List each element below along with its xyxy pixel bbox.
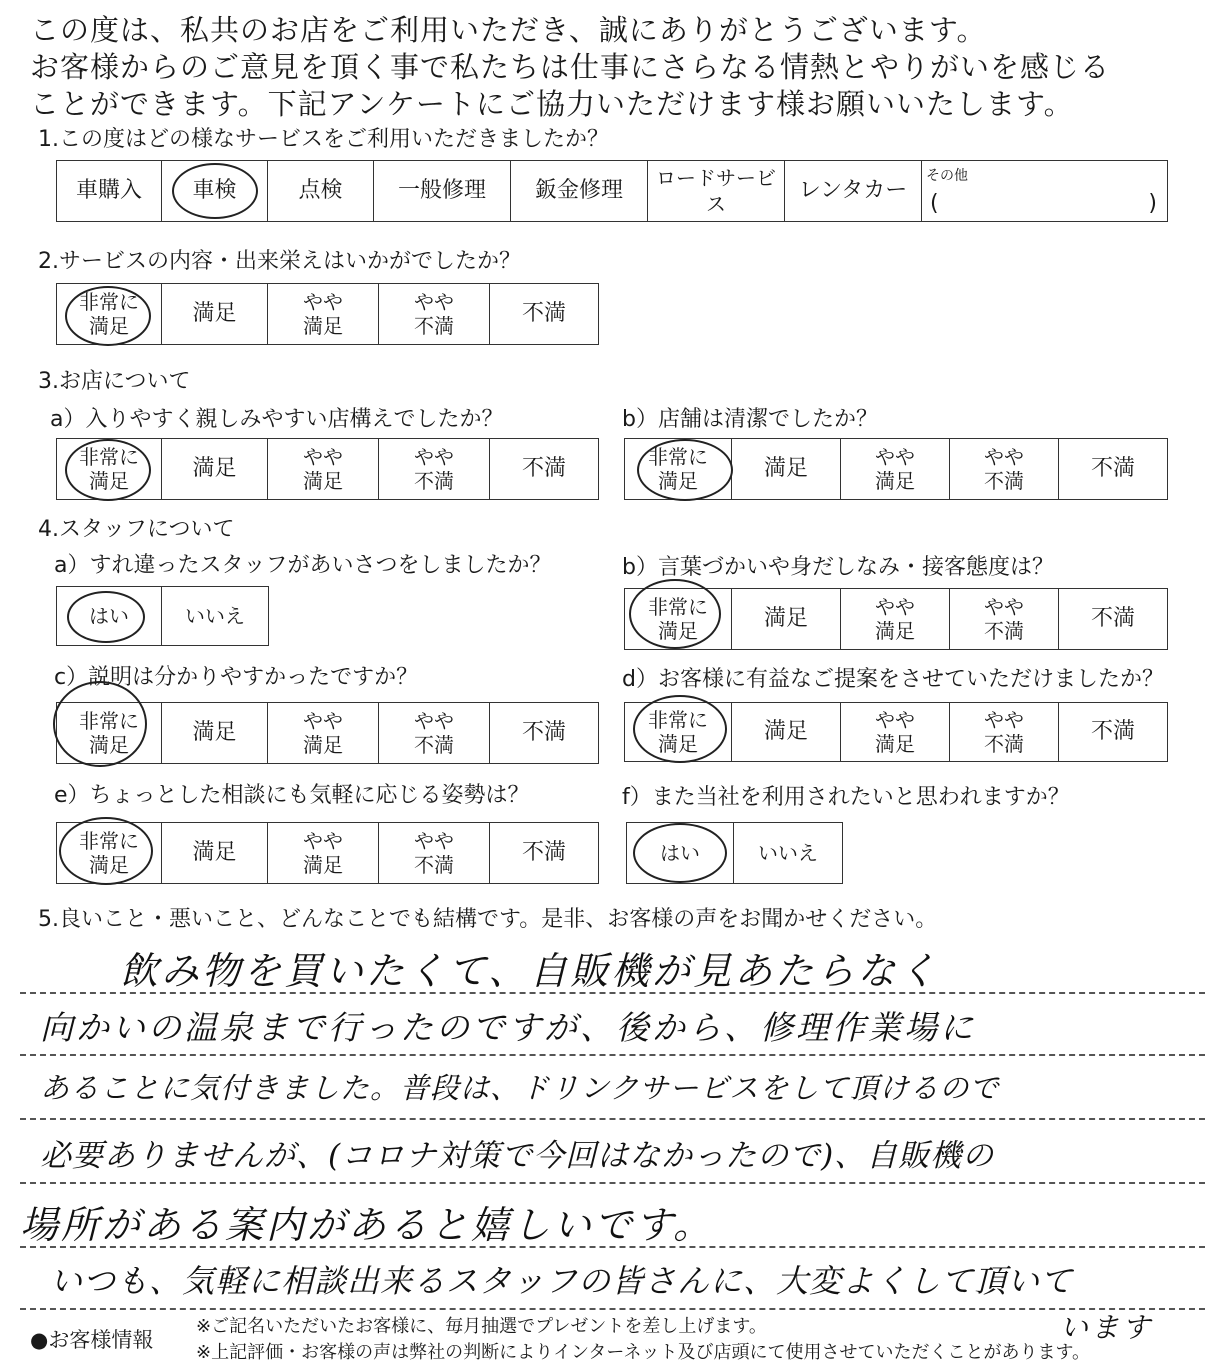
q1-option[interactable]: レンタカー: [785, 161, 922, 222]
q1-option[interactable]: 一般修理: [374, 161, 511, 222]
rating-somewhat-satisfied[interactable]: やや 満足: [268, 703, 379, 764]
handwritten-comment-line: いつも、気軽に相談出来るスタッフの皆さんに、大変よくして頂いて: [50, 1262, 1074, 1300]
intro-text: [30, 12, 1210, 123]
q4b-title: b）言葉づかいや身だしなみ・接客態度は？: [622, 555, 1054, 580]
rating-satisfied[interactable]: 満足: [162, 284, 268, 345]
writing-line: [20, 1308, 1205, 1310]
footer-note: ※ご記名いただいたお客様に、毎月抽選でプレゼントを差し上げます。: [196, 1316, 767, 1337]
paren: (: [930, 191, 939, 216]
rating-satisfied[interactable]: 満足: [732, 703, 841, 762]
no-option[interactable]: いいえ: [734, 823, 843, 884]
rating-very-satisfied[interactable]: 非常に 満足: [57, 823, 162, 884]
q1-option[interactable]: 車購入: [57, 161, 162, 222]
rating-satisfied[interactable]: 満足: [162, 703, 268, 764]
writing-line: [20, 1054, 1205, 1056]
rating-very-satisfied[interactable]: 非常に 満足: [625, 589, 732, 650]
q1-option[interactable]: 点検: [268, 161, 374, 222]
rating-somewhat-dissatisfied[interactable]: やや 不満: [379, 823, 490, 884]
q3b-title: b）店舗は清潔でしたか？: [622, 407, 878, 432]
handwritten-comment-tail: います: [1060, 1311, 1154, 1344]
footer-note: ※上記評価・お客様の声は弊社の判断によりインターネット及び店頭にて使用させていただくことがあります。: [196, 1342, 1091, 1363]
q4e-rating: [56, 822, 599, 884]
rating-somewhat-satisfied[interactable]: やや 満足: [841, 703, 950, 762]
q1-other-field[interactable]: [922, 161, 1168, 222]
rating-very-satisfied[interactable]: 非常に 満足: [625, 703, 732, 762]
writing-line: [20, 1182, 1205, 1184]
rating-somewhat-dissatisfied[interactable]: やや 不満: [950, 439, 1059, 500]
rating-somewhat-dissatisfied[interactable]: やや 不満: [379, 439, 490, 500]
handwritten-comment-line: 向かいの温泉まで行ったのですが、後から、修理作業場に: [40, 1008, 976, 1047]
rating-dissatisfied[interactable]: 不満: [490, 284, 599, 345]
rating-somewhat-satisfied[interactable]: やや 満足: [841, 589, 950, 650]
q4e-title: e）ちょっとした相談にも気軽に応じる姿勢は？: [54, 783, 530, 808]
rating-dissatisfied[interactable]: 不満: [490, 823, 599, 884]
rating-dissatisfied[interactable]: 不満: [1059, 439, 1168, 500]
other-label: その他: [926, 168, 968, 184]
rating-somewhat-satisfied[interactable]: やや 満足: [268, 284, 379, 345]
q4-title: 4.スタッフについて: [38, 517, 235, 542]
q5-title: 5.良いこと・悪いこと、どんなことでも結構です。是非、お客様の声をお聞かせください。: [38, 907, 938, 932]
q1-options: [56, 160, 1168, 222]
q3-title: 3.お店について: [38, 369, 191, 394]
q2-rating: [56, 283, 599, 345]
customer-info-label: ●お客様情報: [30, 1328, 154, 1352]
q4d-rating: [624, 702, 1168, 762]
q4c-rating: [56, 702, 599, 764]
handwritten-comment-line: 必要ありませんが、(コロナ対策で今回はなかったので)、自販機の: [40, 1138, 995, 1174]
paren: ): [1148, 191, 1157, 216]
writing-line: [20, 1118, 1205, 1120]
q1-title: 1.この度はどの様なサービスをご利用いただきましたか？: [38, 127, 609, 152]
rating-satisfied[interactable]: 満足: [732, 589, 841, 650]
q3a-rating: [56, 438, 599, 500]
rating-dissatisfied[interactable]: 不満: [1059, 589, 1168, 650]
q2-title: 2.サービスの内容・出来栄えはいかがでしたか？: [38, 249, 521, 274]
rating-somewhat-dissatisfied[interactable]: やや 不満: [950, 589, 1059, 650]
q1-option[interactable]: ロードサービス: [648, 161, 785, 222]
intro-line: この度は、私共のお店をご利用いただき、誠にありがとうございます。: [30, 13, 987, 47]
q4a-yesno: [56, 586, 269, 646]
q1-option[interactable]: 鈑金修理: [511, 161, 648, 222]
intro-line: ことができます。下記アンケートにご協力いただけます様お願いいたします。: [30, 87, 1074, 121]
rating-dissatisfied[interactable]: 不満: [1059, 703, 1168, 762]
q4b-rating: [624, 588, 1168, 650]
rating-somewhat-dissatisfied[interactable]: やや 不満: [379, 703, 490, 764]
handwritten-comment-line: 場所がある案内があると嬉しいです。: [20, 1203, 714, 1247]
yes-option[interactable]: はい: [627, 823, 734, 884]
rating-somewhat-dissatisfied[interactable]: やや 不満: [950, 703, 1059, 762]
rating-somewhat-satisfied[interactable]: やや 満足: [268, 823, 379, 884]
intro-line: お客様からのご意見を頂く事で私たちは仕事にさらなる情熱とやりがいを感じる: [30, 50, 1111, 84]
rating-very-satisfied[interactable]: 非常に 満足: [57, 703, 162, 764]
rating-satisfied[interactable]: 満足: [162, 439, 268, 500]
no-option[interactable]: いいえ: [162, 587, 269, 646]
rating-somewhat-satisfied[interactable]: やや 満足: [841, 439, 950, 500]
rating-very-satisfied[interactable]: 非常に 満足: [57, 439, 162, 500]
rating-very-satisfied[interactable]: 非常に 満足: [625, 439, 732, 500]
q4f-title: f）また当社を利用されたいと思われますか？: [622, 785, 1070, 810]
handwritten-comment-line: あることに気付きました。普段は、ドリンクサービスをして頂けるので: [40, 1071, 1000, 1105]
q3a-title: a）入りやすく親しみやすい店構えでしたか？: [50, 407, 504, 432]
rating-somewhat-dissatisfied[interactable]: やや 不満: [379, 284, 490, 345]
rating-dissatisfied[interactable]: 不満: [490, 703, 599, 764]
q4a-title: a）すれ違ったスタッフがあいさつをしましたか？: [54, 553, 552, 578]
q1-option-selected[interactable]: 車検: [162, 161, 268, 222]
handwritten-comment-line: 飲み物を買いたくて、自販機が見あたらなく: [120, 949, 940, 993]
rating-satisfied[interactable]: 満足: [162, 823, 268, 884]
q4d-title: d）お客様に有益なご提案をさせていただけましたか？: [622, 667, 1164, 692]
yes-option[interactable]: はい: [57, 587, 162, 646]
rating-dissatisfied[interactable]: 不満: [490, 439, 599, 500]
q3b-rating: [624, 438, 1168, 500]
q4c-title: c）説明は分かりやすかったですか？: [54, 665, 419, 690]
rating-very-satisfied[interactable]: 非常に 満足: [57, 284, 162, 345]
rating-satisfied[interactable]: 満足: [732, 439, 841, 500]
rating-somewhat-satisfied[interactable]: やや 満足: [268, 439, 379, 500]
q4f-yesno: [626, 822, 843, 884]
